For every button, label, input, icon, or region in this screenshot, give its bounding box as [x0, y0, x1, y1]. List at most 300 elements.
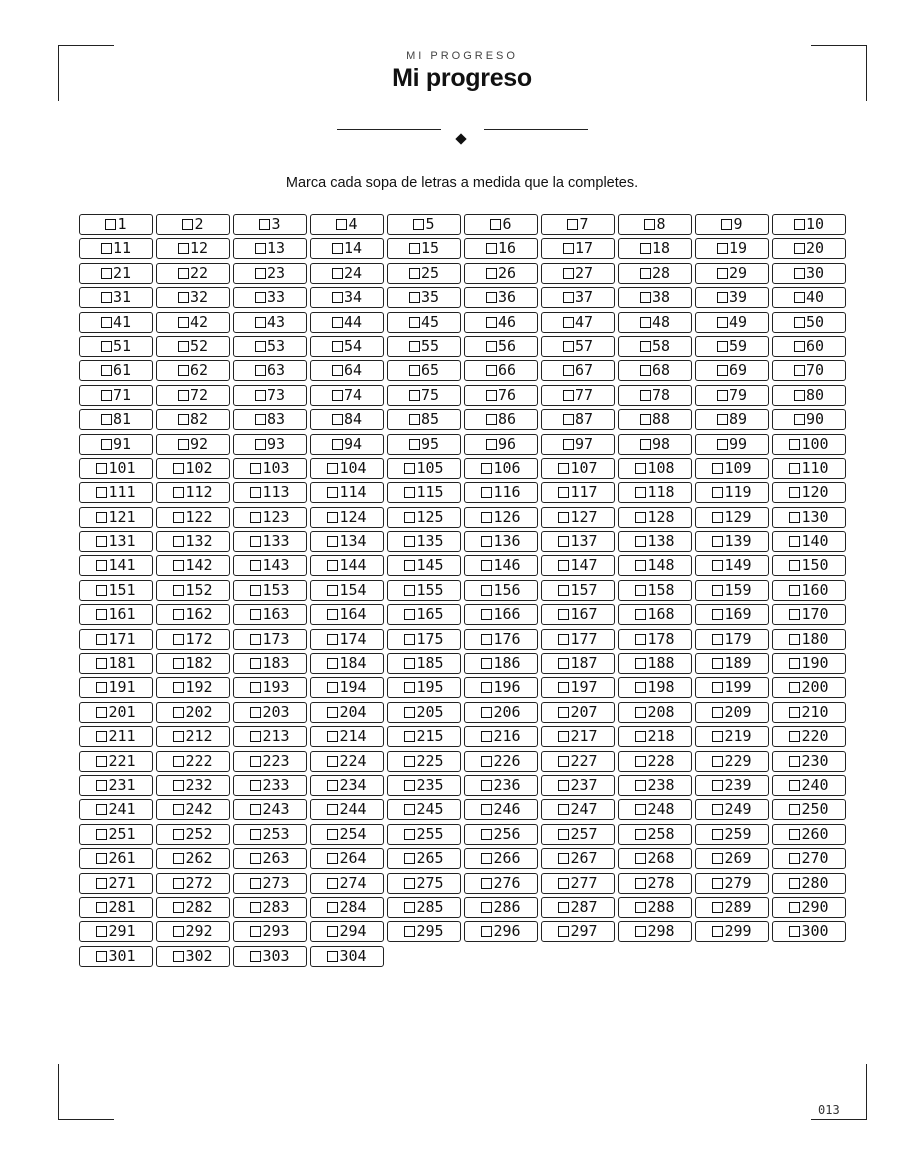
puzzle-checkbox-item[interactable]: [541, 287, 615, 308]
puzzle-checkbox-item[interactable]: [541, 458, 615, 479]
checkbox-icon[interactable]: [409, 341, 420, 352]
puzzle-checkbox-item[interactable]: [233, 434, 307, 455]
checkbox-icon[interactable]: [712, 780, 723, 791]
checkbox-icon[interactable]: [558, 560, 569, 571]
checkbox-icon[interactable]: [178, 292, 189, 303]
puzzle-checkbox-item[interactable]: [541, 629, 615, 650]
checkbox-icon[interactable]: [250, 853, 261, 864]
checkbox-icon[interactable]: [327, 780, 338, 791]
checkbox-icon[interactable]: [327, 463, 338, 474]
puzzle-checkbox-item[interactable]: [618, 531, 692, 552]
checkbox-icon[interactable]: [712, 829, 723, 840]
puzzle-checkbox-item[interactable]: [541, 653, 615, 674]
checkbox-icon[interactable]: [640, 341, 651, 352]
puzzle-checkbox-item[interactable]: [618, 360, 692, 381]
puzzle-checkbox-item[interactable]: [387, 848, 461, 869]
puzzle-checkbox-item[interactable]: [618, 677, 692, 698]
checkbox-icon[interactable]: [481, 878, 492, 889]
checkbox-icon[interactable]: [789, 585, 800, 596]
checkbox-icon[interactable]: [794, 390, 805, 401]
puzzle-checkbox-item[interactable]: [387, 677, 461, 698]
puzzle-checkbox-item[interactable]: [541, 751, 615, 772]
checkbox-icon[interactable]: [717, 341, 728, 352]
checkbox-icon[interactable]: [486, 317, 497, 328]
checkbox-icon[interactable]: [255, 439, 266, 450]
checkbox-icon[interactable]: [255, 365, 266, 376]
checkbox-icon[interactable]: [486, 365, 497, 376]
checkbox-icon[interactable]: [789, 512, 800, 523]
puzzle-checkbox-item[interactable]: [79, 726, 153, 747]
checkbox-icon[interactable]: [178, 341, 189, 352]
checkbox-icon[interactable]: [640, 292, 651, 303]
puzzle-checkbox-item[interactable]: [156, 775, 230, 796]
checkbox-icon[interactable]: [332, 292, 343, 303]
checkbox-icon[interactable]: [173, 829, 184, 840]
puzzle-checkbox-item[interactable]: [156, 702, 230, 723]
checkbox-icon[interactable]: [486, 414, 497, 425]
checkbox-icon[interactable]: [640, 317, 651, 328]
checkbox-icon[interactable]: [327, 609, 338, 620]
checkbox-icon[interactable]: [409, 268, 420, 279]
puzzle-checkbox-item[interactable]: [541, 482, 615, 503]
puzzle-checkbox-item[interactable]: [772, 385, 846, 406]
checkbox-icon[interactable]: [635, 829, 646, 840]
checkbox-icon[interactable]: [404, 463, 415, 474]
checkbox-icon[interactable]: [250, 756, 261, 767]
puzzle-checkbox-item[interactable]: [156, 580, 230, 601]
puzzle-checkbox-item[interactable]: [233, 751, 307, 772]
puzzle-checkbox-item[interactable]: [464, 312, 538, 333]
puzzle-checkbox-item[interactable]: [79, 653, 153, 674]
checkbox-icon[interactable]: [255, 317, 266, 328]
puzzle-checkbox-item[interactable]: [464, 482, 538, 503]
puzzle-checkbox-item[interactable]: [310, 677, 384, 698]
puzzle-checkbox-item[interactable]: [541, 921, 615, 942]
puzzle-checkbox-item[interactable]: [387, 434, 461, 455]
puzzle-checkbox-item[interactable]: [79, 214, 153, 235]
checkbox-icon[interactable]: [640, 243, 651, 254]
puzzle-checkbox-item[interactable]: [541, 531, 615, 552]
puzzle-checkbox-item[interactable]: [79, 677, 153, 698]
checkbox-icon[interactable]: [635, 731, 646, 742]
puzzle-checkbox-item[interactable]: [464, 287, 538, 308]
puzzle-checkbox-item[interactable]: [310, 629, 384, 650]
checkbox-icon[interactable]: [644, 219, 655, 230]
puzzle-checkbox-item[interactable]: [695, 604, 769, 625]
checkbox-icon[interactable]: [789, 878, 800, 889]
puzzle-checkbox-item[interactable]: [310, 214, 384, 235]
checkbox-icon[interactable]: [409, 243, 420, 254]
puzzle-checkbox-item[interactable]: [464, 848, 538, 869]
checkbox-icon[interactable]: [490, 219, 501, 230]
puzzle-checkbox-item[interactable]: [79, 775, 153, 796]
puzzle-checkbox-item[interactable]: [464, 409, 538, 430]
puzzle-checkbox-item[interactable]: [156, 629, 230, 650]
puzzle-checkbox-item[interactable]: [310, 458, 384, 479]
checkbox-icon[interactable]: [563, 365, 574, 376]
checkbox-icon[interactable]: [794, 317, 805, 328]
puzzle-checkbox-item[interactable]: [156, 921, 230, 942]
puzzle-checkbox-item[interactable]: [233, 677, 307, 698]
puzzle-checkbox-item[interactable]: [156, 507, 230, 528]
checkbox-icon[interactable]: [789, 487, 800, 498]
puzzle-checkbox-item[interactable]: [310, 751, 384, 772]
puzzle-checkbox-item[interactable]: [541, 360, 615, 381]
puzzle-checkbox-item[interactable]: [310, 385, 384, 406]
checkbox-icon[interactable]: [96, 609, 107, 620]
checkbox-icon[interactable]: [789, 756, 800, 767]
checkbox-icon[interactable]: [640, 439, 651, 450]
puzzle-checkbox-item[interactable]: [618, 604, 692, 625]
checkbox-icon[interactable]: [481, 512, 492, 523]
checkbox-icon[interactable]: [712, 707, 723, 718]
checkbox-icon[interactable]: [563, 292, 574, 303]
checkbox-icon[interactable]: [250, 926, 261, 937]
checkbox-icon[interactable]: [332, 439, 343, 450]
puzzle-checkbox-item[interactable]: [772, 775, 846, 796]
checkbox-icon[interactable]: [173, 926, 184, 937]
checkbox-icon[interactable]: [558, 780, 569, 791]
puzzle-checkbox-item[interactable]: [310, 238, 384, 259]
puzzle-checkbox-item[interactable]: [464, 604, 538, 625]
puzzle-checkbox-item[interactable]: [772, 799, 846, 820]
puzzle-checkbox-item[interactable]: [233, 848, 307, 869]
checkbox-icon[interactable]: [717, 243, 728, 254]
checkbox-icon[interactable]: [173, 756, 184, 767]
checkbox-icon[interactable]: [96, 634, 107, 645]
puzzle-checkbox-item[interactable]: [618, 385, 692, 406]
checkbox-icon[interactable]: [409, 439, 420, 450]
puzzle-checkbox-item[interactable]: [618, 702, 692, 723]
checkbox-icon[interactable]: [96, 756, 107, 767]
checkbox-icon[interactable]: [481, 756, 492, 767]
puzzle-checkbox-item[interactable]: [464, 824, 538, 845]
puzzle-checkbox-item[interactable]: [79, 604, 153, 625]
puzzle-checkbox-item[interactable]: [464, 263, 538, 284]
puzzle-checkbox-item[interactable]: [156, 824, 230, 845]
checkbox-icon[interactable]: [101, 268, 112, 279]
checkbox-icon[interactable]: [635, 926, 646, 937]
puzzle-checkbox-item[interactable]: [387, 726, 461, 747]
puzzle-checkbox-item[interactable]: [541, 677, 615, 698]
checkbox-icon[interactable]: [481, 487, 492, 498]
checkbox-icon[interactable]: [101, 292, 112, 303]
puzzle-checkbox-item[interactable]: [79, 702, 153, 723]
checkbox-icon[interactable]: [96, 560, 107, 571]
puzzle-checkbox-item[interactable]: [79, 287, 153, 308]
puzzle-checkbox-item[interactable]: [387, 409, 461, 430]
checkbox-icon[interactable]: [717, 414, 728, 425]
checkbox-icon[interactable]: [712, 878, 723, 889]
puzzle-checkbox-item[interactable]: [156, 287, 230, 308]
checkbox-icon[interactable]: [173, 585, 184, 596]
checkbox-icon[interactable]: [635, 658, 646, 669]
checkbox-icon[interactable]: [558, 512, 569, 523]
puzzle-checkbox-item[interactable]: [156, 726, 230, 747]
puzzle-checkbox-item[interactable]: [387, 873, 461, 894]
checkbox-icon[interactable]: [250, 512, 261, 523]
checkbox-icon[interactable]: [173, 487, 184, 498]
puzzle-checkbox-item[interactable]: [310, 604, 384, 625]
checkbox-icon[interactable]: [712, 902, 723, 913]
puzzle-checkbox-item[interactable]: [541, 336, 615, 357]
checkbox-icon[interactable]: [178, 268, 189, 279]
checkbox-icon[interactable]: [404, 756, 415, 767]
puzzle-checkbox-item[interactable]: [541, 409, 615, 430]
checkbox-icon[interactable]: [250, 707, 261, 718]
checkbox-icon[interactable]: [481, 682, 492, 693]
checkbox-icon[interactable]: [101, 414, 112, 425]
puzzle-checkbox-item[interactable]: [618, 336, 692, 357]
checkbox-icon[interactable]: [250, 951, 261, 962]
puzzle-checkbox-item[interactable]: [695, 726, 769, 747]
puzzle-checkbox-item[interactable]: [156, 873, 230, 894]
puzzle-checkbox-item[interactable]: [156, 434, 230, 455]
puzzle-checkbox-item[interactable]: [464, 921, 538, 942]
puzzle-checkbox-item[interactable]: [156, 604, 230, 625]
puzzle-checkbox-item[interactable]: [464, 238, 538, 259]
checkbox-icon[interactable]: [332, 390, 343, 401]
checkbox-icon[interactable]: [558, 902, 569, 913]
puzzle-checkbox-item[interactable]: [541, 604, 615, 625]
checkbox-icon[interactable]: [717, 317, 728, 328]
puzzle-checkbox-item[interactable]: [772, 848, 846, 869]
puzzle-checkbox-item[interactable]: [156, 946, 230, 967]
puzzle-checkbox-item[interactable]: [541, 824, 615, 845]
checkbox-icon[interactable]: [563, 268, 574, 279]
checkbox-icon[interactable]: [327, 682, 338, 693]
puzzle-checkbox-item[interactable]: [618, 409, 692, 430]
puzzle-checkbox-item[interactable]: [310, 336, 384, 357]
checkbox-icon[interactable]: [794, 268, 805, 279]
puzzle-checkbox-item[interactable]: [772, 580, 846, 601]
checkbox-icon[interactable]: [96, 658, 107, 669]
checkbox-icon[interactable]: [404, 829, 415, 840]
checkbox-icon[interactable]: [789, 463, 800, 474]
puzzle-checkbox-item[interactable]: [233, 336, 307, 357]
checkbox-icon[interactable]: [327, 853, 338, 864]
checkbox-icon[interactable]: [96, 707, 107, 718]
puzzle-checkbox-item[interactable]: [772, 604, 846, 625]
puzzle-checkbox-item[interactable]: [541, 312, 615, 333]
checkbox-icon[interactable]: [635, 536, 646, 547]
puzzle-checkbox-item[interactable]: [387, 263, 461, 284]
checkbox-icon[interactable]: [486, 341, 497, 352]
checkbox-icon[interactable]: [563, 414, 574, 425]
puzzle-checkbox-item[interactable]: [310, 531, 384, 552]
checkbox-icon[interactable]: [327, 560, 338, 571]
checkbox-icon[interactable]: [250, 463, 261, 474]
puzzle-checkbox-item[interactable]: [79, 848, 153, 869]
puzzle-checkbox-item[interactable]: [695, 677, 769, 698]
puzzle-checkbox-item[interactable]: [156, 336, 230, 357]
puzzle-checkbox-item[interactable]: [618, 653, 692, 674]
puzzle-checkbox-item[interactable]: [387, 531, 461, 552]
puzzle-checkbox-item[interactable]: [464, 360, 538, 381]
puzzle-checkbox-item[interactable]: [156, 799, 230, 820]
puzzle-checkbox-item[interactable]: [695, 238, 769, 259]
puzzle-checkbox-item[interactable]: [233, 555, 307, 576]
checkbox-icon[interactable]: [635, 707, 646, 718]
checkbox-icon[interactable]: [250, 609, 261, 620]
checkbox-icon[interactable]: [712, 853, 723, 864]
puzzle-checkbox-item[interactable]: [464, 434, 538, 455]
puzzle-checkbox-item[interactable]: [156, 555, 230, 576]
checkbox-icon[interactable]: [712, 512, 723, 523]
checkbox-icon[interactable]: [250, 634, 261, 645]
checkbox-icon[interactable]: [794, 414, 805, 425]
puzzle-checkbox-item[interactable]: [387, 238, 461, 259]
checkbox-icon[interactable]: [96, 829, 107, 840]
puzzle-checkbox-item[interactable]: [79, 458, 153, 479]
checkbox-icon[interactable]: [96, 780, 107, 791]
puzzle-checkbox-item[interactable]: [541, 507, 615, 528]
puzzle-checkbox-item[interactable]: [79, 897, 153, 918]
checkbox-icon[interactable]: [794, 365, 805, 376]
puzzle-checkbox-item[interactable]: [695, 385, 769, 406]
checkbox-icon[interactable]: [173, 853, 184, 864]
checkbox-icon[interactable]: [250, 560, 261, 571]
puzzle-checkbox-item[interactable]: [464, 702, 538, 723]
checkbox-icon[interactable]: [486, 439, 497, 450]
puzzle-checkbox-item[interactable]: [387, 897, 461, 918]
puzzle-checkbox-item[interactable]: [695, 897, 769, 918]
puzzle-checkbox-item[interactable]: [772, 263, 846, 284]
checkbox-icon[interactable]: [327, 878, 338, 889]
checkbox-icon[interactable]: [789, 902, 800, 913]
checkbox-icon[interactable]: [250, 804, 261, 815]
checkbox-icon[interactable]: [635, 463, 646, 474]
puzzle-checkbox-item[interactable]: [233, 214, 307, 235]
checkbox-icon[interactable]: [558, 682, 569, 693]
checkbox-icon[interactable]: [173, 512, 184, 523]
checkbox-icon[interactable]: [717, 268, 728, 279]
checkbox-icon[interactable]: [173, 682, 184, 693]
puzzle-checkbox-item[interactable]: [772, 702, 846, 723]
checkbox-icon[interactable]: [794, 341, 805, 352]
checkbox-icon[interactable]: [712, 609, 723, 620]
checkbox-icon[interactable]: [558, 609, 569, 620]
checkbox-icon[interactable]: [789, 731, 800, 742]
puzzle-checkbox-item[interactable]: [772, 214, 846, 235]
puzzle-checkbox-item[interactable]: [618, 799, 692, 820]
puzzle-checkbox-item[interactable]: [618, 897, 692, 918]
checkbox-icon[interactable]: [105, 219, 116, 230]
checkbox-icon[interactable]: [327, 756, 338, 767]
checkbox-icon[interactable]: [481, 780, 492, 791]
puzzle-checkbox-item[interactable]: [772, 312, 846, 333]
puzzle-checkbox-item[interactable]: [310, 873, 384, 894]
checkbox-icon[interactable]: [712, 731, 723, 742]
puzzle-checkbox-item[interactable]: [695, 409, 769, 430]
puzzle-checkbox-item[interactable]: [618, 238, 692, 259]
puzzle-checkbox-item[interactable]: [695, 751, 769, 772]
puzzle-checkbox-item[interactable]: [464, 385, 538, 406]
checkbox-icon[interactable]: [558, 585, 569, 596]
puzzle-checkbox-item[interactable]: [310, 799, 384, 820]
puzzle-checkbox-item[interactable]: [310, 580, 384, 601]
puzzle-checkbox-item[interactable]: [156, 214, 230, 235]
puzzle-checkbox-item[interactable]: [156, 263, 230, 284]
checkbox-icon[interactable]: [712, 585, 723, 596]
checkbox-icon[interactable]: [327, 634, 338, 645]
puzzle-checkbox-item[interactable]: [464, 897, 538, 918]
checkbox-icon[interactable]: [640, 414, 651, 425]
checkbox-icon[interactable]: [563, 439, 574, 450]
checkbox-icon[interactable]: [409, 365, 420, 376]
puzzle-checkbox-item[interactable]: [618, 263, 692, 284]
puzzle-checkbox-item[interactable]: [156, 677, 230, 698]
puzzle-checkbox-item[interactable]: [541, 702, 615, 723]
checkbox-icon[interactable]: [635, 902, 646, 913]
checkbox-icon[interactable]: [481, 585, 492, 596]
puzzle-checkbox-item[interactable]: [79, 238, 153, 259]
puzzle-checkbox-item[interactable]: [233, 580, 307, 601]
puzzle-checkbox-item[interactable]: [387, 580, 461, 601]
puzzle-checkbox-item[interactable]: [233, 507, 307, 528]
checkbox-icon[interactable]: [327, 512, 338, 523]
puzzle-checkbox-item[interactable]: [79, 921, 153, 942]
checkbox-icon[interactable]: [789, 634, 800, 645]
checkbox-icon[interactable]: [481, 926, 492, 937]
puzzle-checkbox-item[interactable]: [541, 434, 615, 455]
puzzle-checkbox-item[interactable]: [310, 555, 384, 576]
puzzle-checkbox-item[interactable]: [695, 702, 769, 723]
puzzle-checkbox-item[interactable]: [79, 946, 153, 967]
puzzle-checkbox-item[interactable]: [464, 214, 538, 235]
checkbox-icon[interactable]: [404, 804, 415, 815]
checkbox-icon[interactable]: [481, 707, 492, 718]
puzzle-checkbox-item[interactable]: [618, 482, 692, 503]
puzzle-checkbox-item[interactable]: [387, 555, 461, 576]
checkbox-icon[interactable]: [173, 902, 184, 913]
checkbox-icon[interactable]: [404, 707, 415, 718]
checkbox-icon[interactable]: [635, 560, 646, 571]
puzzle-checkbox-item[interactable]: [695, 507, 769, 528]
puzzle-checkbox-item[interactable]: [233, 482, 307, 503]
checkbox-icon[interactable]: [404, 926, 415, 937]
checkbox-icon[interactable]: [250, 682, 261, 693]
checkbox-icon[interactable]: [327, 804, 338, 815]
checkbox-icon[interactable]: [794, 243, 805, 254]
checkbox-icon[interactable]: [563, 317, 574, 328]
checkbox-icon[interactable]: [404, 487, 415, 498]
checkbox-icon[interactable]: [327, 926, 338, 937]
puzzle-checkbox-item[interactable]: [387, 775, 461, 796]
puzzle-checkbox-item[interactable]: [618, 507, 692, 528]
checkbox-icon[interactable]: [481, 609, 492, 620]
checkbox-icon[interactable]: [712, 634, 723, 645]
puzzle-checkbox-item[interactable]: [695, 921, 769, 942]
puzzle-checkbox-item[interactable]: [464, 555, 538, 576]
checkbox-icon[interactable]: [173, 536, 184, 547]
checkbox-icon[interactable]: [717, 390, 728, 401]
puzzle-checkbox-item[interactable]: [695, 482, 769, 503]
puzzle-checkbox-item[interactable]: [541, 263, 615, 284]
puzzle-checkbox-item[interactable]: [695, 458, 769, 479]
checkbox-icon[interactable]: [635, 682, 646, 693]
checkbox-icon[interactable]: [717, 365, 728, 376]
checkbox-icon[interactable]: [332, 414, 343, 425]
puzzle-checkbox-item[interactable]: [233, 824, 307, 845]
puzzle-checkbox-item[interactable]: [387, 336, 461, 357]
checkbox-icon[interactable]: [635, 756, 646, 767]
puzzle-checkbox-item[interactable]: [156, 848, 230, 869]
checkbox-icon[interactable]: [712, 463, 723, 474]
checkbox-icon[interactable]: [712, 682, 723, 693]
checkbox-icon[interactable]: [96, 487, 107, 498]
puzzle-checkbox-item[interactable]: [79, 312, 153, 333]
